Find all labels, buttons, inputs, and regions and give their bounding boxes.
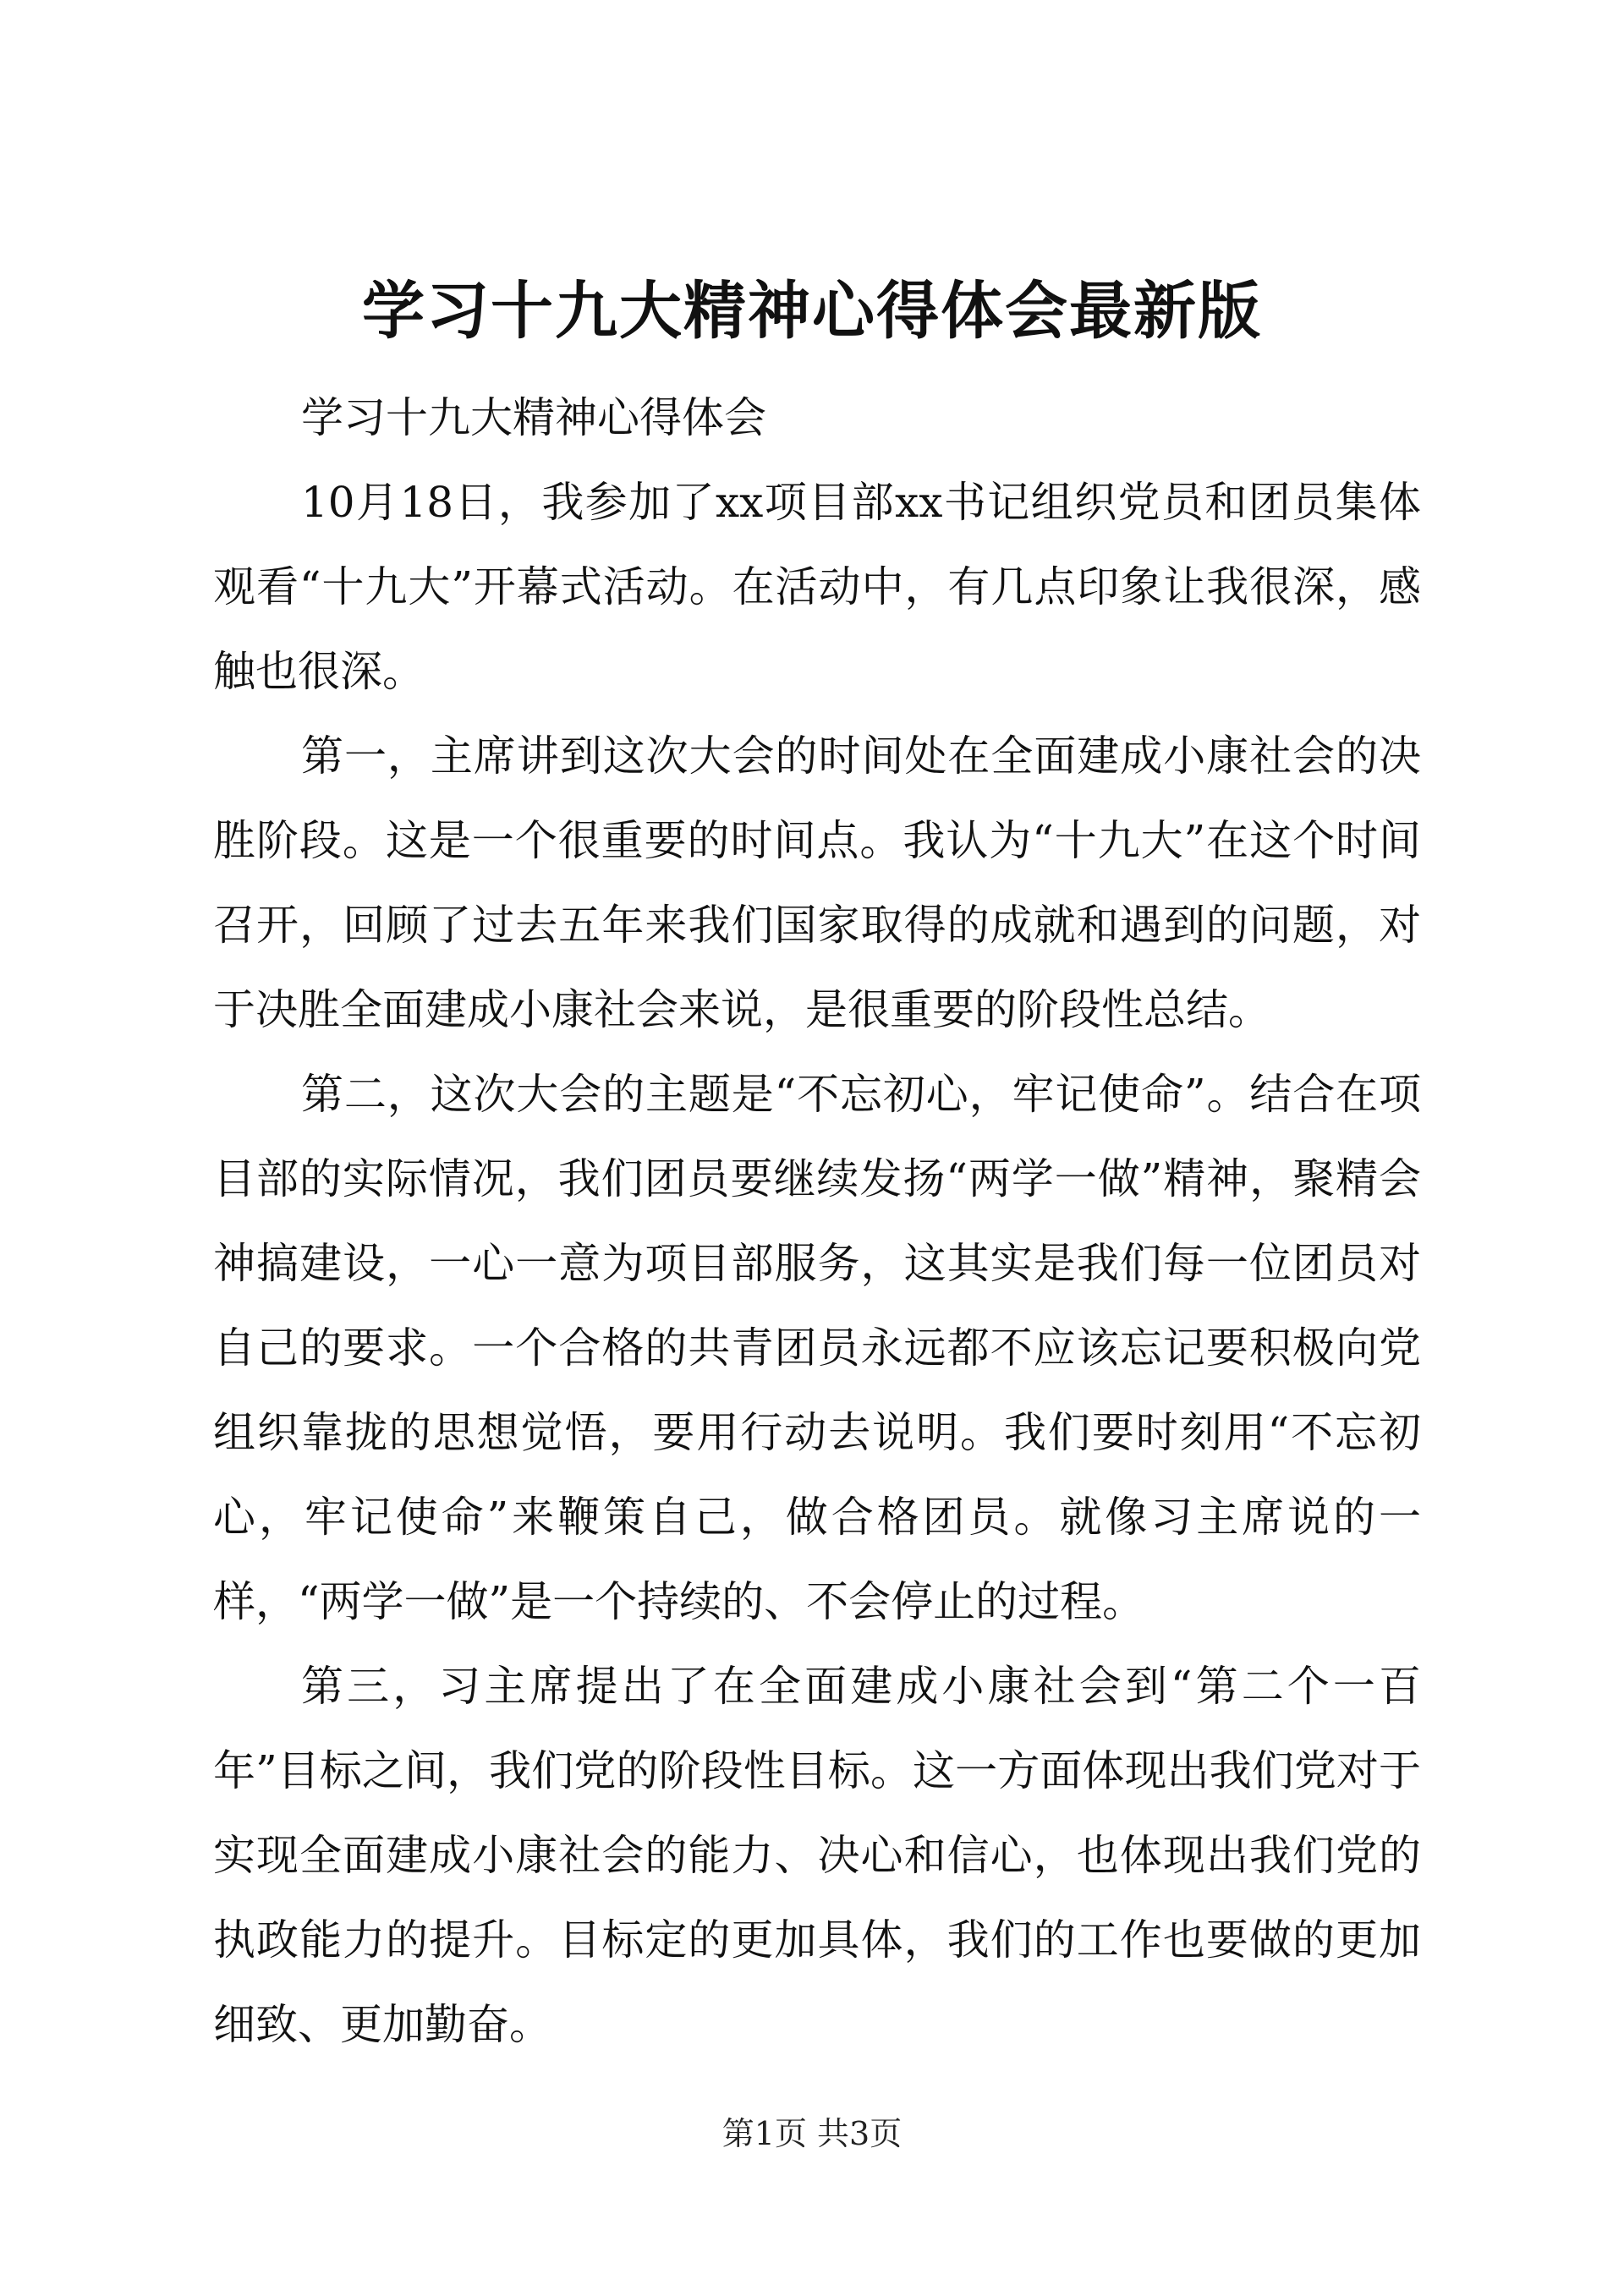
page-footer: 第1页 共3页 — [721, 2115, 903, 2152]
document-body — [213, 375, 1421, 2067]
paragraph-second-point: 第二，这次大会的主题是“不忘初心，牢记使命”。结合在项目部的实际情况，我们团员要继续发扬“两学一做”精神，聚精会神搞建设，一心一意为项目部服务，这其实是我们每一位团员对自己的要求。一个合格的共青团员永远都不应该忘记要积极向党组织靠拢的思想觉悟，要用行动去说明。我们要时刻用“不忘初心，牢记使命”来鞭策自己，做合格团员。就像习主席说的一样，“两学一做”是一个持续的、不会停止的过程。 — [213, 1070, 1421, 1626]
paragraph-third-point: 第三，习主席提出了在全面建成小康社会到“第二个一百年”目标之间，我们党的阶段性目标。这一方面体现出我们党对于实现全面建成小康社会的能力、决心和信心，也体现出我们党的执政能力的提升。目标定的更加具体，我们的工作也要做的更加细致、更加勤奋。 — [213, 1662, 1421, 2049]
paragraph-intro: 10月18日，我参加了xx项目部xx书记组织党员和团员集体观看“十九大”开幕式活动。在活动中，有几点印象让我很深，感触也很深。 — [213, 478, 1421, 696]
document-title: 学习十九大精神心得体会最新版 — [362, 275, 1262, 348]
paragraph-first-point: 第一，主席讲到这次大会的时间处在全面建成小康社会的决胜阶段。这是一个很重要的时间点。我认为“十九大”在这个时间召开，回顾了过去五年来我们国家取得的成就和遇到的问题，对于决胜全面建成小康社会来说，是很重要的阶段性总结。 — [213, 732, 1421, 1034]
paragraph-subtitle: 学习十九大精神心得体会 — [301, 393, 766, 442]
